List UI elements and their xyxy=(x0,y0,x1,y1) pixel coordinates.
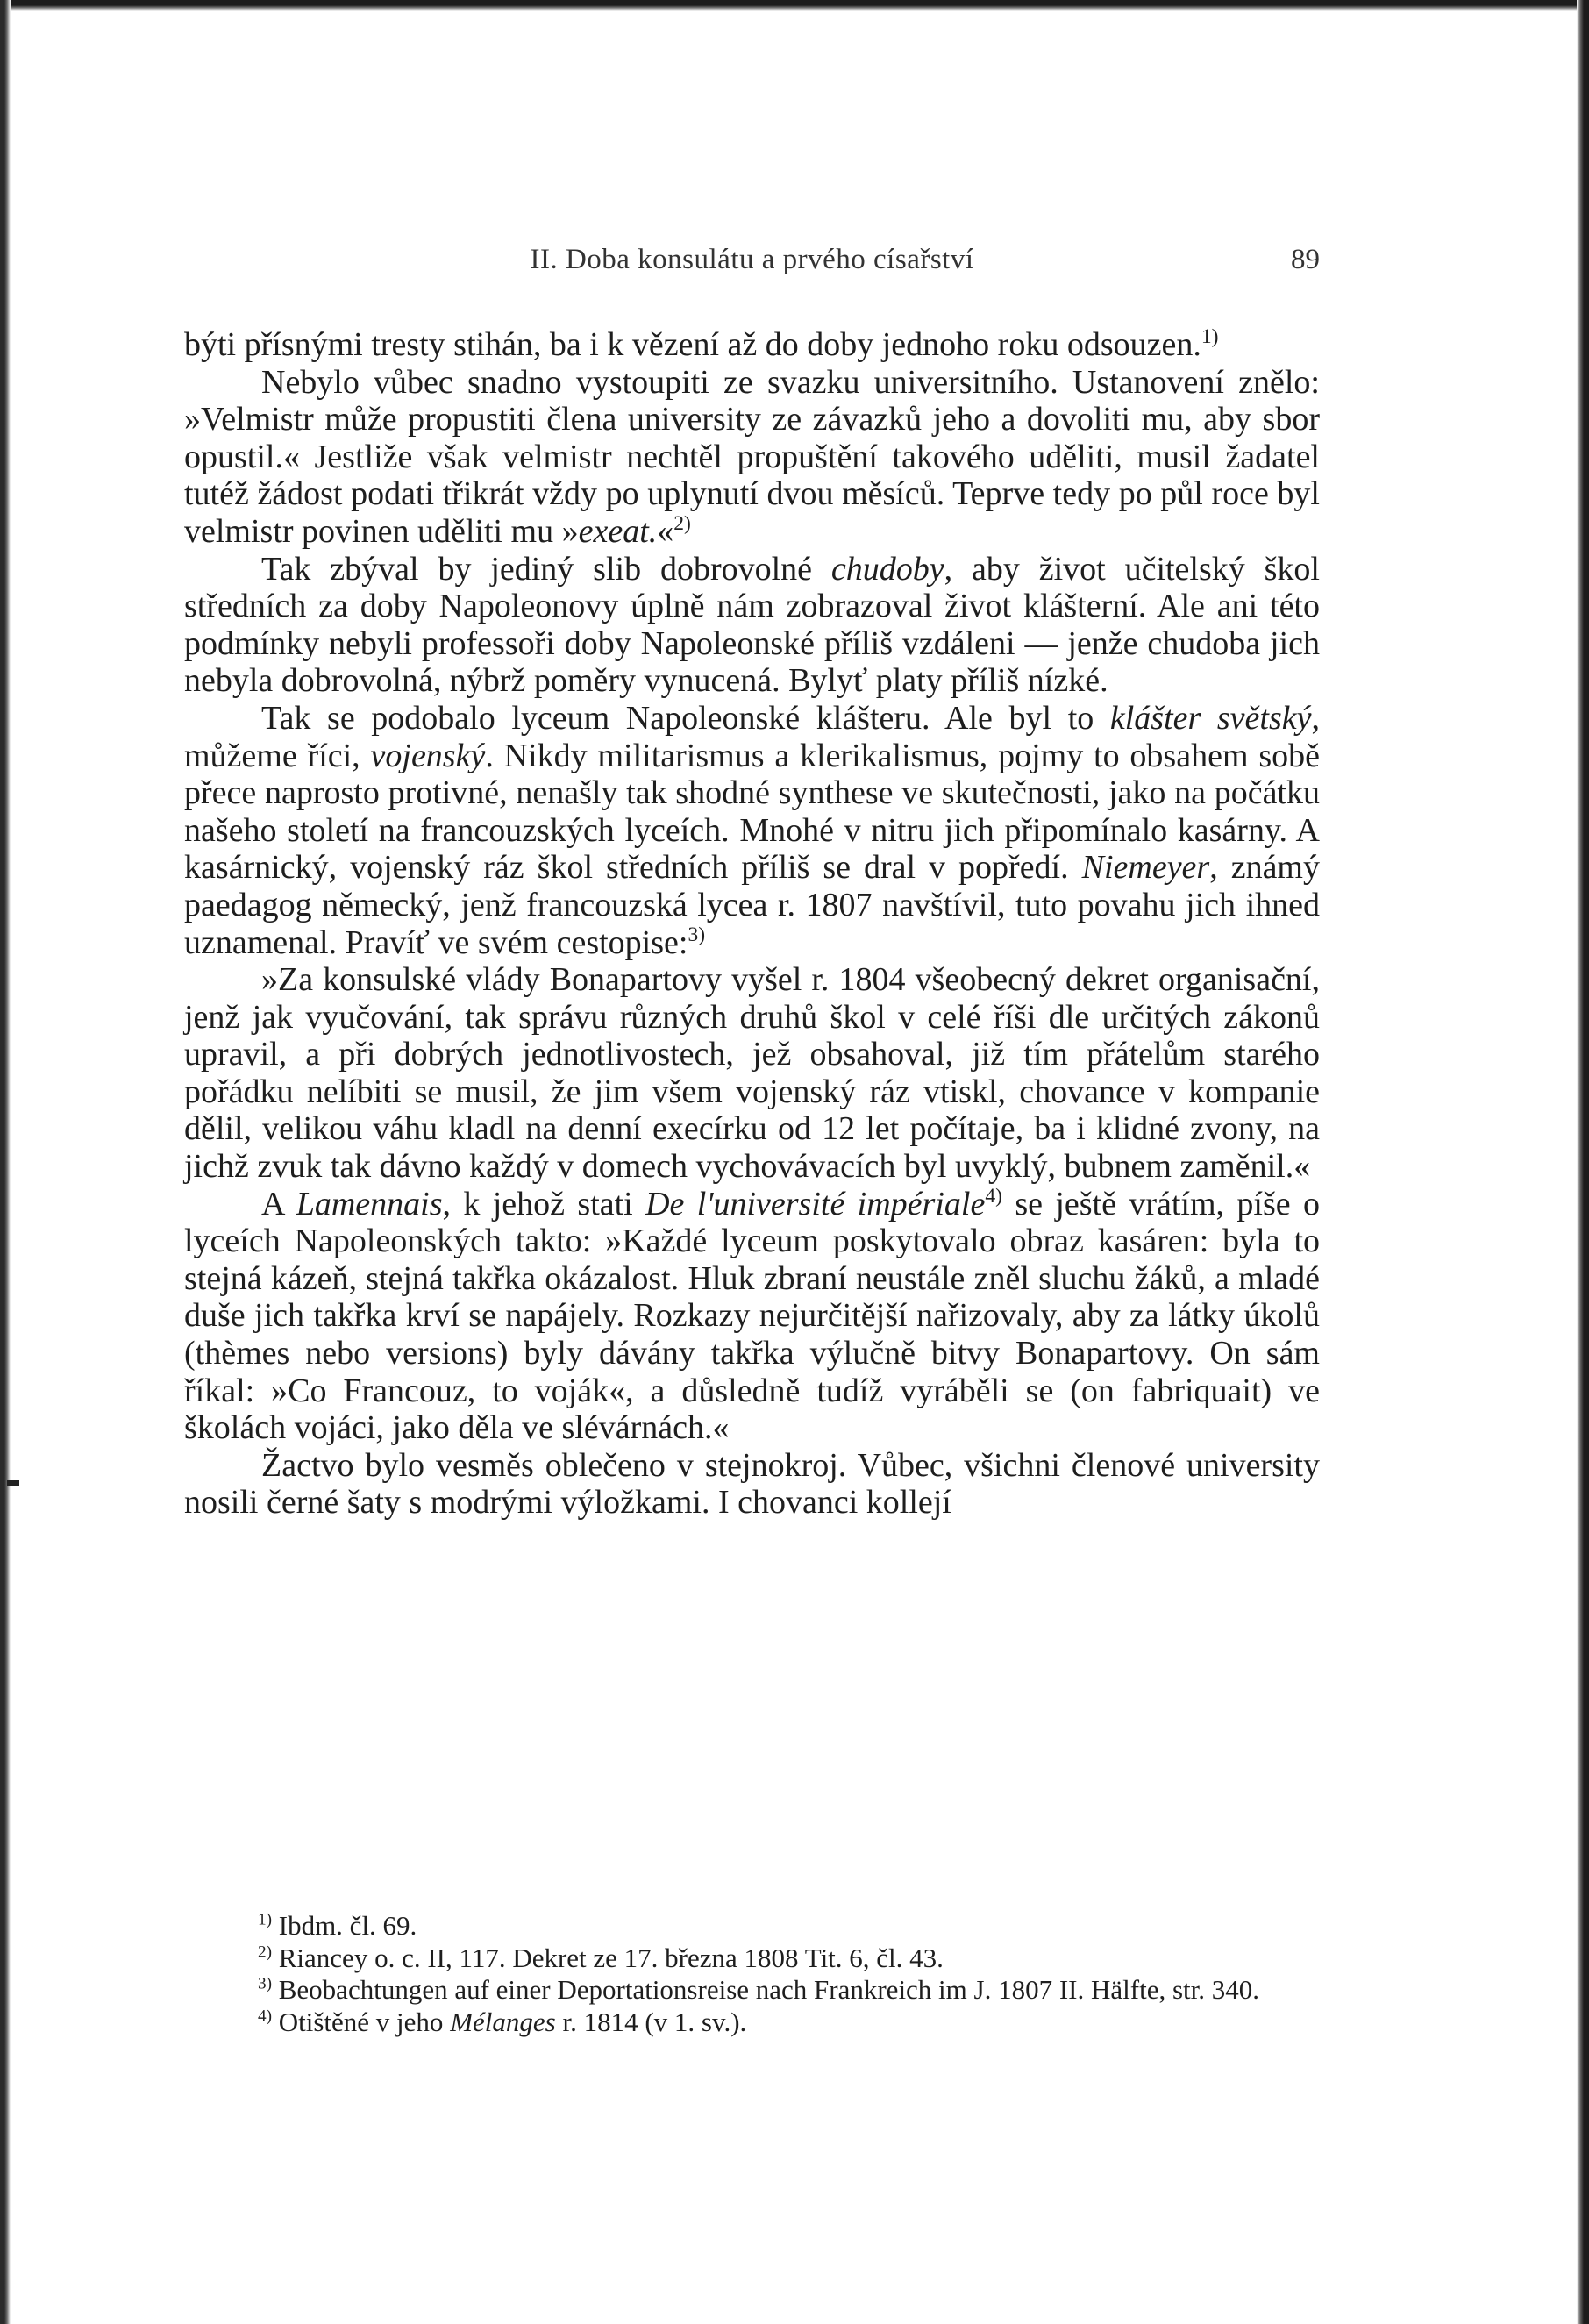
paragraph-2 xyxy=(184,364,1320,551)
footnote-1-text: Ibdm. čl. 69. xyxy=(272,1910,417,1941)
exeat-term: exeat. xyxy=(578,512,658,550)
paragraph-2-text-a: Nebylo vůbec snadno vystoupiti ze svazku universitního. Ustanovení znělo: »Velmistr může propustiti člena university ze závazků jeho a dovoliti mu, aby sbor opustil.« Jestliže však velmistr nechtěl propuštění takového uděliti, musil žadatel tutéž žádost podati třikrát vždy po uplynutí dvou měsíců. Teprve tedy po půl roce byl velmistr povinen uděliti mu » xyxy=(184,363,1320,550)
footnote-ref-2: 2) xyxy=(673,511,691,535)
page-number: 89 xyxy=(1291,244,1320,275)
footnote-ref-3: 3) xyxy=(688,923,706,946)
paragraph-4-text-a: Tak se podobalo lyceum Napoleonské klášteru. Ale byl to xyxy=(261,699,1110,737)
paragraph-1 xyxy=(184,326,1320,364)
lamennais-name: Lamennais xyxy=(296,1185,443,1223)
scan-edge-left xyxy=(0,0,11,2324)
margin-mark xyxy=(7,1480,19,1486)
paragraph-4-text-d: , známý paedagog německý, jenž francouzská lycea r. 1807 navštívil, tuto povahu jich ihned uznamenal. Pravíť ve svém cestopise: xyxy=(184,849,1320,961)
scan-edge-right xyxy=(1577,0,1589,2324)
paragraph-4 xyxy=(184,700,1320,961)
paragraph-1-text: býti přísnými tresty stihán, ba i k vězení až do doby jednoho roku odsouzen. xyxy=(184,326,1201,363)
paragraph-3-text-b: , aby život učitelský škol středních za doby Napoleonovy úplně nám zobrazoval život klášterní. Ale ani této podmínky nebyli professoři doby Napoleonské příliš vzdáleni — jenže chudoba jich nebyla dobrovolná, nýbrž poměry vynucená. Bylyť platy příliš nízké. xyxy=(184,550,1320,700)
paragraph-5-quote xyxy=(184,961,1320,1186)
footnote-3-mark: 3) xyxy=(258,1974,272,1993)
essay-title: De l'université impériale xyxy=(645,1185,986,1223)
footnote-2-mark: 2) xyxy=(258,1942,272,1961)
footnote-4 xyxy=(184,2007,1320,2039)
paragraph-3 xyxy=(184,551,1320,700)
paragraph-4-text-c: . Nikdy militarismus a klerikalismus, pojmy to obsahem sobě přece naprosto protivné, nenašly tak shodné synthese ve skutečnosti, jako na počátku našeho století na francouzských lyceích. Mnohé v nitru jich připomínalo kasárny. A kasárnický, vojenský ráz škol středních příliš se dral v popředí. xyxy=(184,737,1320,887)
running-title: II. Doba konsulátu a prvého císařství xyxy=(530,244,974,275)
paragraph-4-text-b: , můžeme říci, xyxy=(184,699,1320,774)
paragraph-6-text-b: , k jehož stati xyxy=(442,1185,646,1223)
paragraph-7 xyxy=(184,1447,1320,1522)
paragraph-5-text: »Za konsulské vlády Bonapartovy vyšel r. 1804 všeobecný dekret organisační, jenž jak vyučování, tak správu různých druhů škol v celé říši dle určitých zákonů upravil, a při dobrých jednotlivostech, jež obsahoval, již tím přátelům starého pořádku nelíbiti se musil, že jim všem vojenský ráz vtiskl, chovance v kompanie dělil, velikou váhu kladl na denní execírku od 12 let počítaje, ba i klidné zvony, na jichž zvuk tak dávno každý v domech vychovávacích byl uvyklý, bubnem zaměnil.« xyxy=(184,961,1320,1186)
scan-edge-top xyxy=(0,0,1589,11)
page-header xyxy=(184,244,1320,282)
footnote-2-text: Riancey o. c. II, 117. Dekret ze 17. března 1808 Tit. 6, čl. 43. xyxy=(272,1942,944,1973)
chudoby-term: chudoby xyxy=(830,550,944,588)
paragraph-6 xyxy=(184,1186,1320,1447)
footnotes xyxy=(184,1910,1320,2038)
paragraph-6-text-a: A xyxy=(261,1185,296,1223)
vojensky-term: vojenský xyxy=(370,737,486,774)
footnote-ref-4: 4) xyxy=(985,1184,1002,1208)
footnote-1 xyxy=(184,1910,1320,1943)
footnote-3-text: Beobachtungen auf einer Deportationsreise nach Frankreich im J. 1807 II. Hälfte, str. 340. xyxy=(272,1974,1259,2005)
footnote-4-text-a: Otištěné v jeho xyxy=(272,2006,451,2037)
footnote-1-mark: 1) xyxy=(258,1910,272,1929)
niemeyer-name: Niemeyer xyxy=(1081,849,1210,887)
paragraph-2-text-b: « xyxy=(657,512,674,550)
footnote-3 xyxy=(184,1974,1320,2007)
footnote-4-text-b: r. 1814 (v 1. sv.). xyxy=(555,2006,747,2037)
melanges-title: Mélanges xyxy=(450,2006,556,2037)
body-text xyxy=(184,326,1320,1522)
paragraph-6-text-c: se ještě vrátím, píše o lyceích Napoleonských takto: »Každé lyceum poskytovalo obraz kasáren: byla to stejná kázeň, stejná takřka okázalost. Hluk zbraní neustále zněl sluchu žáků, a mladé duše jich takřka krví se napájely. Rozkazy nejurčitější nařizovaly, aby za látky úkolů (thèmes nebo versions) byly dávány takřka výlučně bitvy Bonapartovy. On sám říkal: »Co Francouz, to voják«, a důsledně tudíž vyráběli se (on fabriquait) ve školách vojáci, jako děla ve slévárnách.« xyxy=(184,1185,1320,1447)
footnote-2 xyxy=(184,1943,1320,1975)
paragraph-3-text-a: Tak zbýval by jediný slib dobrovolné xyxy=(261,550,831,588)
klaster-svetsky-term: klášter světský xyxy=(1109,699,1312,737)
footnote-ref-1: 1) xyxy=(1201,324,1219,348)
footnote-4-mark: 4) xyxy=(258,2006,272,2025)
paragraph-7-text: Žactvo bylo vesměs oblečeno v stejnokroj. Vůbec, všichni členové university nosili černé šaty s modrými výložkami. I chovanci kollejí xyxy=(184,1446,1320,1522)
